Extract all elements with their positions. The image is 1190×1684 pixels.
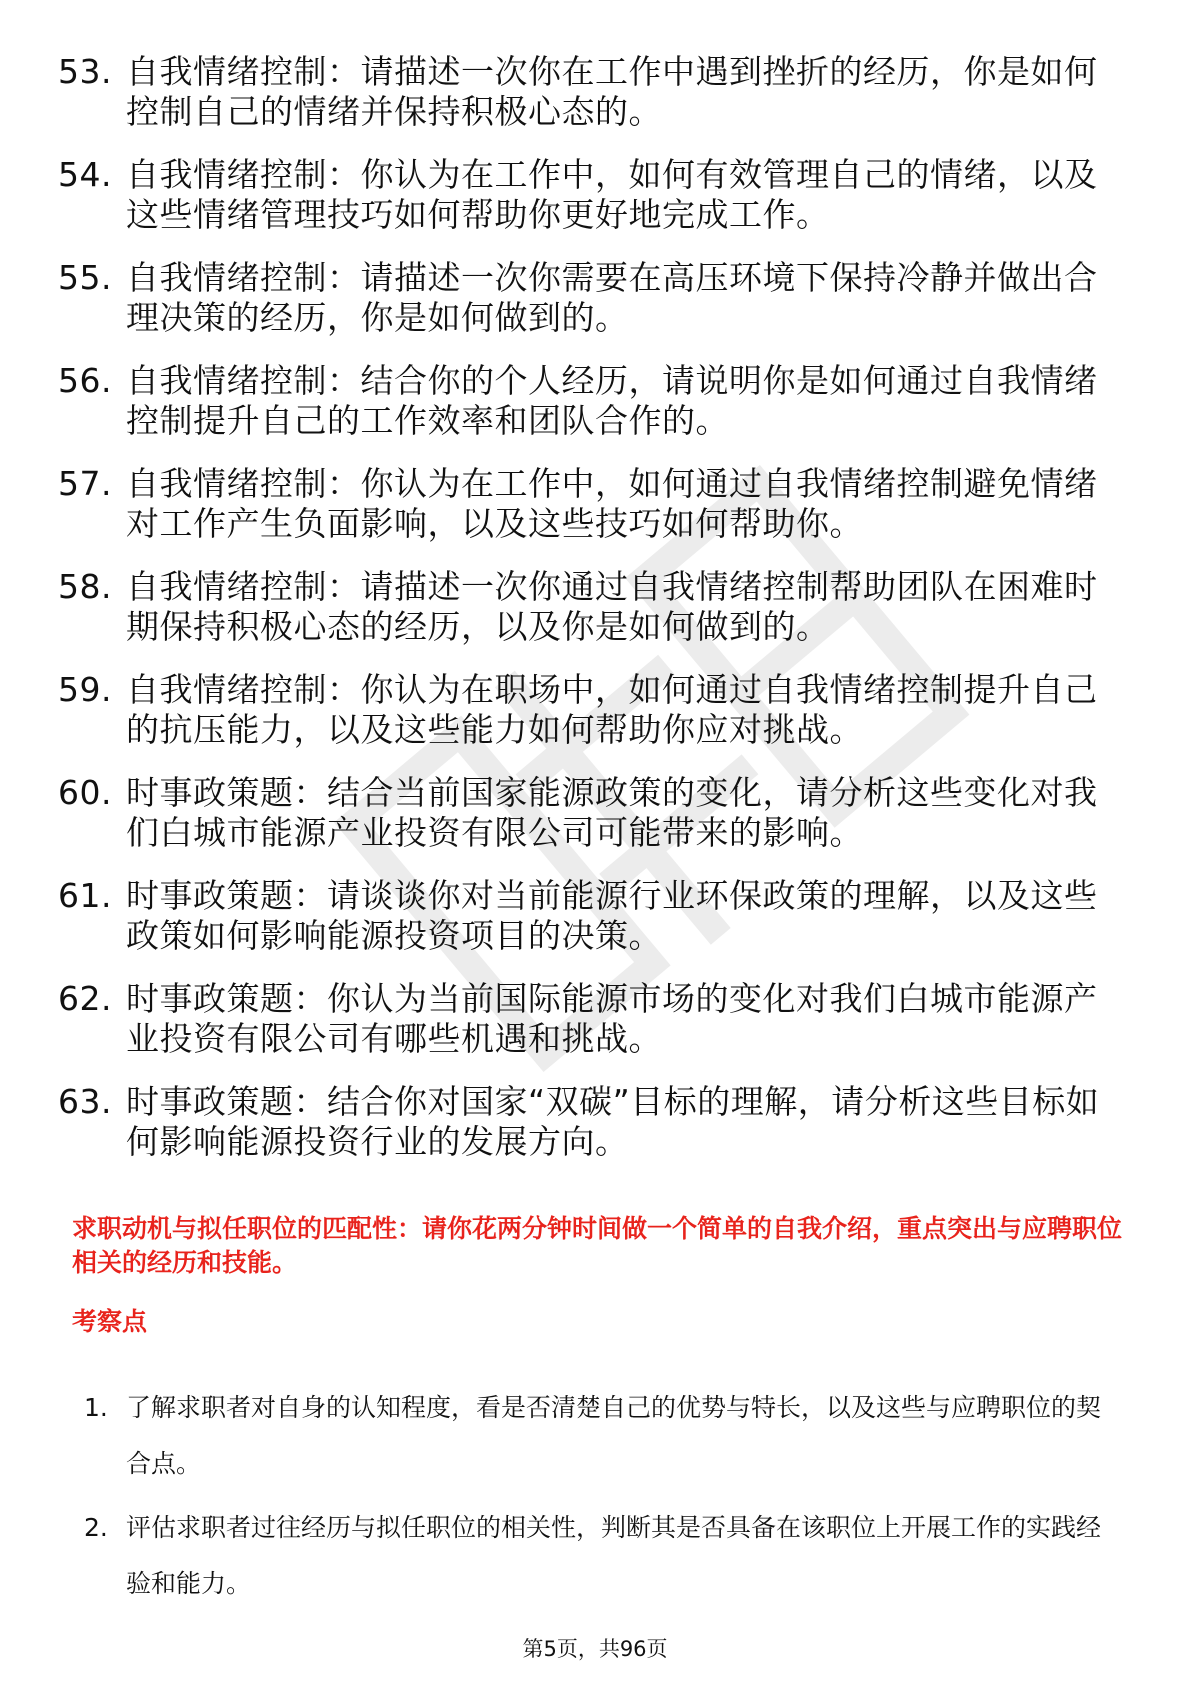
question-text: 自我情绪控制：你认为在工作中，如何有效管理自己的情绪，以及这些情绪管理技巧如何帮助你更好地完成工作。: [126, 155, 1098, 234]
question-number: 54.: [58, 155, 112, 194]
question-text: 自我情绪控制：结合你的个人经历，请说明你是如何通过自我情绪控制提升自己的工作效率和团队合作的。: [126, 361, 1098, 440]
question-item: [58, 361, 1128, 441]
question-item: [58, 1082, 1128, 1162]
point-number: 2.: [84, 1513, 108, 1542]
page-footer: 第5页，共96页: [522, 1637, 668, 1661]
point-text: 了解求职者对自身的认知程度，看是否清楚自己的优势与特长，以及这些与应聘职位的契合点。: [126, 1393, 1102, 1478]
question-text: 时事政策题：你认为当前国际能源市场的变化对我们白城市能源产业投资有限公司有哪些机遇和挑战。: [126, 979, 1098, 1058]
question-number: 63.: [58, 1082, 112, 1121]
assessment-points-list: [84, 1380, 1124, 1620]
assessment-point: [84, 1500, 1124, 1612]
question-item: [58, 670, 1128, 750]
question-text: 自我情绪控制：请描述一次你在工作中遇到挫折的经历，你是如何控制自己的情绪并保持积极心态的。: [126, 52, 1098, 131]
question-list: [58, 52, 1128, 1185]
question-text: 自我情绪控制：你认为在工作中，如何通过自我情绪控制避免情绪对工作产生负面影响，以及这些技巧如何帮助你。: [126, 464, 1098, 543]
section-title: 考察点: [72, 1307, 148, 1336]
question-number: 55.: [58, 258, 112, 297]
question-number: 58.: [58, 567, 112, 606]
question-text: 时事政策题：结合你对国家“双碳”目标的理解，请分析这些目标如何影响能源投资行业的发展方向。: [126, 1082, 1100, 1161]
question-number: 62.: [58, 979, 112, 1018]
question-number: 56.: [58, 361, 112, 400]
question-item: [58, 258, 1128, 338]
question-number: 53.: [58, 52, 112, 91]
question-text: 时事政策题：请谈谈你对当前能源行业环保政策的理解，以及这些政策如何影响能源投资项目的决策。: [126, 876, 1098, 955]
question-text: 自我情绪控制：请描述一次你需要在高压环境下保持冷静并做出合理决策的经历，你是如何做到的。: [126, 258, 1098, 337]
question-number: 61.: [58, 876, 112, 915]
question-text: 时事政策题：结合当前国家能源政策的变化，请分析这些变化对我们白城市能源产业投资有限公司可能带来的影响。: [126, 773, 1098, 852]
question-item: [58, 773, 1128, 853]
question-number: 59.: [58, 670, 112, 709]
question-item: [58, 567, 1128, 647]
point-number: 1.: [84, 1393, 108, 1422]
question-item: [58, 876, 1128, 956]
question-number: 60.: [58, 773, 112, 812]
point-text: 评估求职者过往经历与拟任职位的相关性，判断其是否具备在该职位上开展工作的实践经验和能力。: [126, 1513, 1102, 1598]
question-item: [58, 979, 1128, 1059]
question-item: [58, 464, 1128, 544]
assessment-point: [84, 1380, 1124, 1492]
question-text: 自我情绪控制：你认为在职场中，如何通过自我情绪控制提升自己的抗压能力，以及这些能力如何帮助你应对挑战。: [126, 670, 1098, 749]
question-item: [58, 52, 1128, 132]
question-text: 自我情绪控制：请描述一次你通过自我情绪控制帮助团队在困难时期保持积极心态的经历，以及你是如何做到的。: [126, 567, 1098, 646]
highlight-question: 求职动机与拟任职位的匹配性：请你花两分钟时间做一个简单的自我介绍，重点突出与应聘职位相关的经历和技能。: [72, 1214, 1123, 1277]
question-item: [58, 155, 1128, 235]
question-number: 57.: [58, 464, 112, 503]
